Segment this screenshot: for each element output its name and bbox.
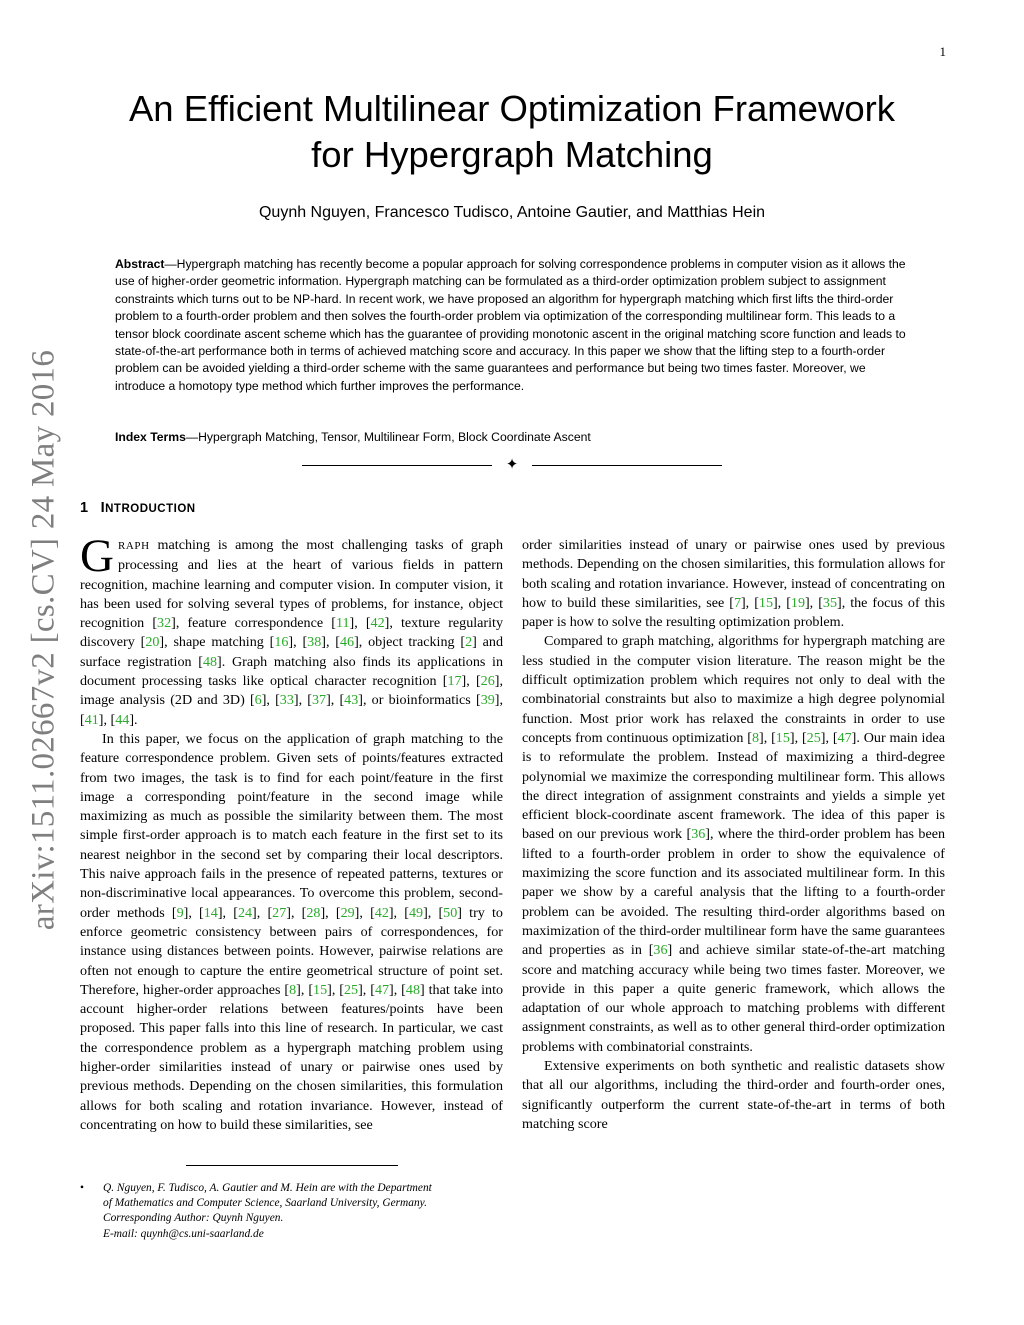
citation-link[interactable]: 38 (307, 634, 322, 651)
intro-smallcaps: RAPH (117, 540, 150, 552)
paragraph-focus: In this paper, we focus on the application of graph matching to the feature correspondence problem. Given sets of points/features extracted from two images, the task is to find for each point/feature in the first image a corresponding point/feature in the second image while maximizing as much as possible the similarity between them. The most simple first-order approach is to match each feature in the first set to its nearest neighbor in the second set by comparing their local descriptors. This naive approach fails in the presence of repeated patterns, textures or non-discriminative local appearances. To overcome this problem, second-order methods [9], [14], [24], [27], [28], [29], [42], [49], [50] try to enforce geometric consistency between pairs of correspondences, for instance using distances between points. However, pairwise relations are often not enough to capture the entire geometrical structure of point set. Therefore, higher-order approaches [8], [15], [25], [47], [48] that take into account higher-order relations between features/points have been proposed. This paper falls into this line of research. In particular, we cast the correspondence problem as a hypergraph matching problem using higher-order similarities instead of unary or pairwise ones used by previous methods. Depending on the chosen similarities, this formulation allows for both scaling and rotation invariance. However, instead of concentrating on how to build these similarities, see (80, 730, 503, 1133)
page-number: 1 (939, 44, 946, 59)
citation-link[interactable]: 48 (202, 653, 218, 670)
text-run: . Graph matching also finds its applications in document processing tasks like optical character recognition (80, 653, 503, 690)
citation-link[interactable]: 42 (374, 904, 389, 921)
citation-link[interactable]: 44 (115, 711, 130, 728)
citation-link[interactable]: 2 (465, 634, 473, 651)
citation-link[interactable]: 28 (306, 904, 321, 921)
text-run: , texture regularity discovery (80, 615, 503, 651)
citation-link[interactable]: 37 (311, 692, 327, 709)
text-run: that take into account higher-order relations between features/points have been proposed. This paper falls into this line of research. In particular, we cast the correspondence problem as a hypergraph matching problem using higher-order similarities instead of unary or pairwise ones used by previous methods. Depending on the chosen similarities, this formulation allows for both scaling and rotation invariance. However, instead of concentrating on how to build these similarities, see (80, 981, 503, 1133)
index-terms (115, 430, 909, 444)
text-run: matching is among the most challenging tasks of graph processing and lies at the heart of various fields in pattern recognition, machine learning and computer vision. In computer vision, it has been used for solving several types of problems, for instance, object recognition (80, 537, 503, 632)
footnote-line: Corresponding Author: Quynh Nguyen. (103, 1212, 284, 1225)
citation-link[interactable]: 29 (340, 904, 355, 921)
footnote-bullet: • (80, 1182, 84, 1194)
paper-title (60, 86, 964, 178)
paragraph-continued: order similarities instead of unary or pairwise ones used by previous methods. Depending on the chosen similarities, this formulation allows for both scaling and rotation invariance. However, instead of concentrating on how to build these similarities, see [7], [15], [19], [35], the focus of this paper is how to solve the resulting optimization problem. (522, 537, 945, 631)
text-run: . (134, 711, 138, 728)
text-run: , or bioinformatics (362, 692, 476, 709)
footnote-line: E-mail: quynh@cs.uni-saarland.de (103, 1227, 264, 1240)
footnote-line: of Mathematics and Computer Science, Saarland University, Germany. (103, 1197, 427, 1210)
paragraph-intro: GRAPH matching is among the most challenging tasks of graph processing and lies at the heart of various fields in pattern recognition, machine learning and computer vision. In computer vision, it has been used for solving several types of problems, for instance, object recognition [32], feature correspondence [11], [42], texture regularity discovery [20], shape matching [16], [38], [46], object tracking [2] and surface registration [48]. Graph matching also finds its applications in document processing tasks like optical character recognition [17], [26], image analysis (2D and 3D) [6], [33], [37], [43], or bioinformatics [39], [41], [44]. (80, 536, 503, 728)
citation-link[interactable]: 8 (751, 729, 759, 746)
citation-link[interactable]: 11 (335, 615, 350, 632)
title-line: for Hypergraph Matching (311, 134, 713, 175)
citation-link[interactable]: 15 (313, 981, 328, 998)
text-run: try to enforce geometric consistency between pairs of correspondences, for instance using distances between points. However, pairwise relations are often not enough to capture the entire geometrical structure of point set. Therefore, higher-order approaches (80, 904, 503, 998)
section-separator (302, 455, 722, 473)
citation-link[interactable]: 48 (405, 981, 420, 998)
citation-link[interactable]: 47 (837, 729, 852, 746)
citation-link[interactable]: 8 (289, 981, 297, 998)
text-run: and achieve similar state-of-the-art matching score and matching accuracy while being two times faster. Moreover, we provide in this paper a quite generic framework, which allows the adaptation of our whole approach to matching problems with different assignment constraints, as well as to other general third-order optimization problems with combinatorial constraints. (522, 942, 945, 1055)
citation-link[interactable]: 26 (480, 673, 495, 690)
drop-cap: G (80, 536, 114, 582)
citation-link[interactable]: 16 (274, 634, 289, 651)
citation-link[interactable]: 7 (733, 594, 741, 611)
index-terms-label: Index Terms (115, 430, 186, 444)
text-column-left (80, 536, 503, 1156)
citation-link[interactable]: 14 (203, 904, 218, 921)
section-title-rest: NTRODUCTION (105, 503, 196, 515)
paragraph-compared: Compared to graph matching, algorithms for hypergraph matching are less studied in the computer vision literature. The reason might be the difficult optimization problem which requires not only to deal with the combinatorial constraints but also to maximize a high degree polynomial function. Most prior work has relaxed the constraints in order to use concepts from continuous optimization [8], [15], [25], [47]. Our main idea is to reformulate the problem. Instead of maximizing a third-degree polynomial we maximize the corresponding multilinear form. This allows the direct integration of assignment constraints and yields a simple yet efficient block-coordinate ascent framework. The idea of this paper is based on our previous work [36], where the third-order problem has been lifted to a fourth-order problem in order to show the equivalence of maximizing the score function and its associated multilinear form. In this paper we show by a careful analysis that the lifting to a fourth-order problem can be avoided. The resulting third-order algorithms based on maximization of the third-order multilinear form have the same guarantees and properties as in [36] and achieve similar state-of-the-art matching score and matching accuracy while being two times faster. Moreover, we provide in this paper a quite generic framework, which allows the adaptation of our whole approach to matching problems with different assignment constraints, as well as to other general third-order optimization problems with combinatorial constraints. (522, 633, 945, 1055)
citation-link[interactable]: 24 (237, 904, 253, 921)
text-column-right (522, 536, 945, 1254)
footnote (80, 1181, 503, 1242)
citation-link[interactable]: 15 (775, 729, 790, 746)
separator-line-left (302, 465, 492, 466)
abstract (115, 256, 909, 395)
citation-link[interactable]: 27 (272, 904, 287, 921)
citation-link[interactable]: 46 (339, 634, 355, 651)
citation-link[interactable]: 49 (408, 904, 424, 921)
abstract-text: —Hypergraph matching has recently become a popular approach for solving correspondence problems in computer vision as it allows the use of higher-order geometric information. Hypergraph matching can be formulated as a third-order optimization problem subject to assignment constraints which turns out to be NP-hard. In recent work, we have proposed an algorithm for hypergraph matching which first lifts the third-order problem to a fourth-order problem and then solves the fourth-order problem via optimization of the corresponding multilinear form. This leads to a tensor block coordinate ascent scheme which has the guarantee of providing monotonic ascent in the original matching score function and leads to state-of-the-art performance both in terms of achieved matching score and accuracy. In this paper we show that the lifting step to a fourth-order problem can be avoided yielding a third-order scheme with the same guarantees and performance but being two times faster. Moreover, we introduce a homotopy type method which further improves the performance. (115, 257, 906, 393)
citation-link[interactable]: 9 (176, 904, 184, 921)
citation-link[interactable]: 6 (254, 692, 262, 709)
citation-link[interactable]: 42 (370, 615, 385, 632)
separator-star-icon: ✦ (505, 455, 519, 473)
citation-link[interactable]: 50 (443, 904, 458, 921)
text-run: In this paper, we focus on the application of graph matching to the feature correspondence problem. Given sets of points/features extracted from two images, the task is to find for each point/feature in the first image a corresponding point/feature in the second image while maximizing as much as possible the similarity between them. The most simple first-order approach is to match each feature in the first set to its nearest neighbor in the second set by comparing their local descriptors. This naive approach fails in the presence of repeated patterns, textures or non-discriminative local appearances. To overcome this problem, second-order methods (80, 730, 503, 921)
citation-link[interactable]: 36 (691, 826, 706, 843)
arxiv-identifier: arXiv:1511.02667v2 [cs.CV] 24 May 2016 (25, 349, 62, 931)
citation-link[interactable]: 43 (344, 692, 359, 709)
text-run: , feature correspondence (175, 615, 332, 632)
abstract-label: Abstract (115, 257, 165, 271)
citation-link[interactable]: 32 (157, 615, 172, 632)
citation-link[interactable]: 25 (806, 729, 821, 746)
paragraph-experiments: Extensive experiments on both synthetic and realistic datasets show that all our algorithms, including the third-order and fourth-order ones, significantly outperform the current state-of-the-art in terms of both matching score (522, 1058, 945, 1132)
citation-link[interactable]: 41 (84, 711, 99, 728)
section-title-initial: I (100, 500, 106, 516)
citation-link[interactable]: 19 (790, 594, 805, 611)
text-run: , the focus of this paper is how to solve the resulting optimization problem. (522, 594, 945, 631)
citation-link[interactable]: 36 (653, 942, 668, 959)
text-run: , shape matching (164, 634, 270, 651)
citation-link[interactable]: 15 (758, 594, 773, 611)
footnote-line: Q. Nguyen, F. Tudisco, A. Gautier and M. Hein are with the Department (103, 1182, 432, 1194)
separator-line-right (532, 465, 722, 466)
citation-link[interactable]: 39 (480, 692, 495, 709)
text-run: . Our main idea is to reformulate the problem. Instead of maximizing a third-degree polynomial we maximize the corresponding multilinear form. This allows the direct integration of assignment constraints and yields a simple yet efficient block-coordinate ascent framework. The idea of this paper is based on our previous work (522, 729, 945, 843)
footnote-rule (186, 1165, 398, 1166)
text-run: and surface registration (80, 634, 503, 670)
section-heading (80, 500, 196, 516)
citation-link[interactable]: 20 (145, 634, 160, 651)
citation-link[interactable]: 33 (279, 692, 294, 709)
section-number: 1 (80, 500, 89, 516)
citation-link[interactable]: 35 (822, 594, 837, 611)
text-run: , image analysis (2D and 3D) (80, 673, 503, 709)
citation-link[interactable]: 17 (447, 673, 462, 690)
index-terms-text: —Hypergraph Matching, Tensor, Multilinear Form, Block Coordinate Ascent (185, 430, 591, 444)
author-list: Quynh Nguyen, Francesco Tudisco, Antoine Gautier, and Matthias Hein (258, 204, 766, 221)
text-run: Compared to graph matching, algorithms for hypergraph matching are less studied in the computer vision literature. The reason might be the difficult optimization problem which requires not only to deal with the combinatorial constraints but also to maximize a high degree polynomial function. Most prior work has relaxed the constraints in order to use concepts from continuous optimization (522, 633, 945, 746)
citation-link[interactable]: 25 (343, 981, 359, 998)
title-line: An Efficient Multilinear Optimization Framework (128, 88, 896, 129)
text-run: , where the third-order problem has been lifted to a fourth-order problem in order to show the equivalence of maximizing the score function and its associated multilinear form. In this paper we show by a careful analysis that the lifting to a fourth-order problem can be avoided. The resulting third-order algorithms based on maximization of the third-order multilinear form have the same guarantees and properties as in (522, 826, 945, 959)
footnote-text (103, 1181, 503, 1242)
text-run: , object tracking (358, 634, 461, 651)
citation-link[interactable]: 47 (374, 981, 390, 998)
